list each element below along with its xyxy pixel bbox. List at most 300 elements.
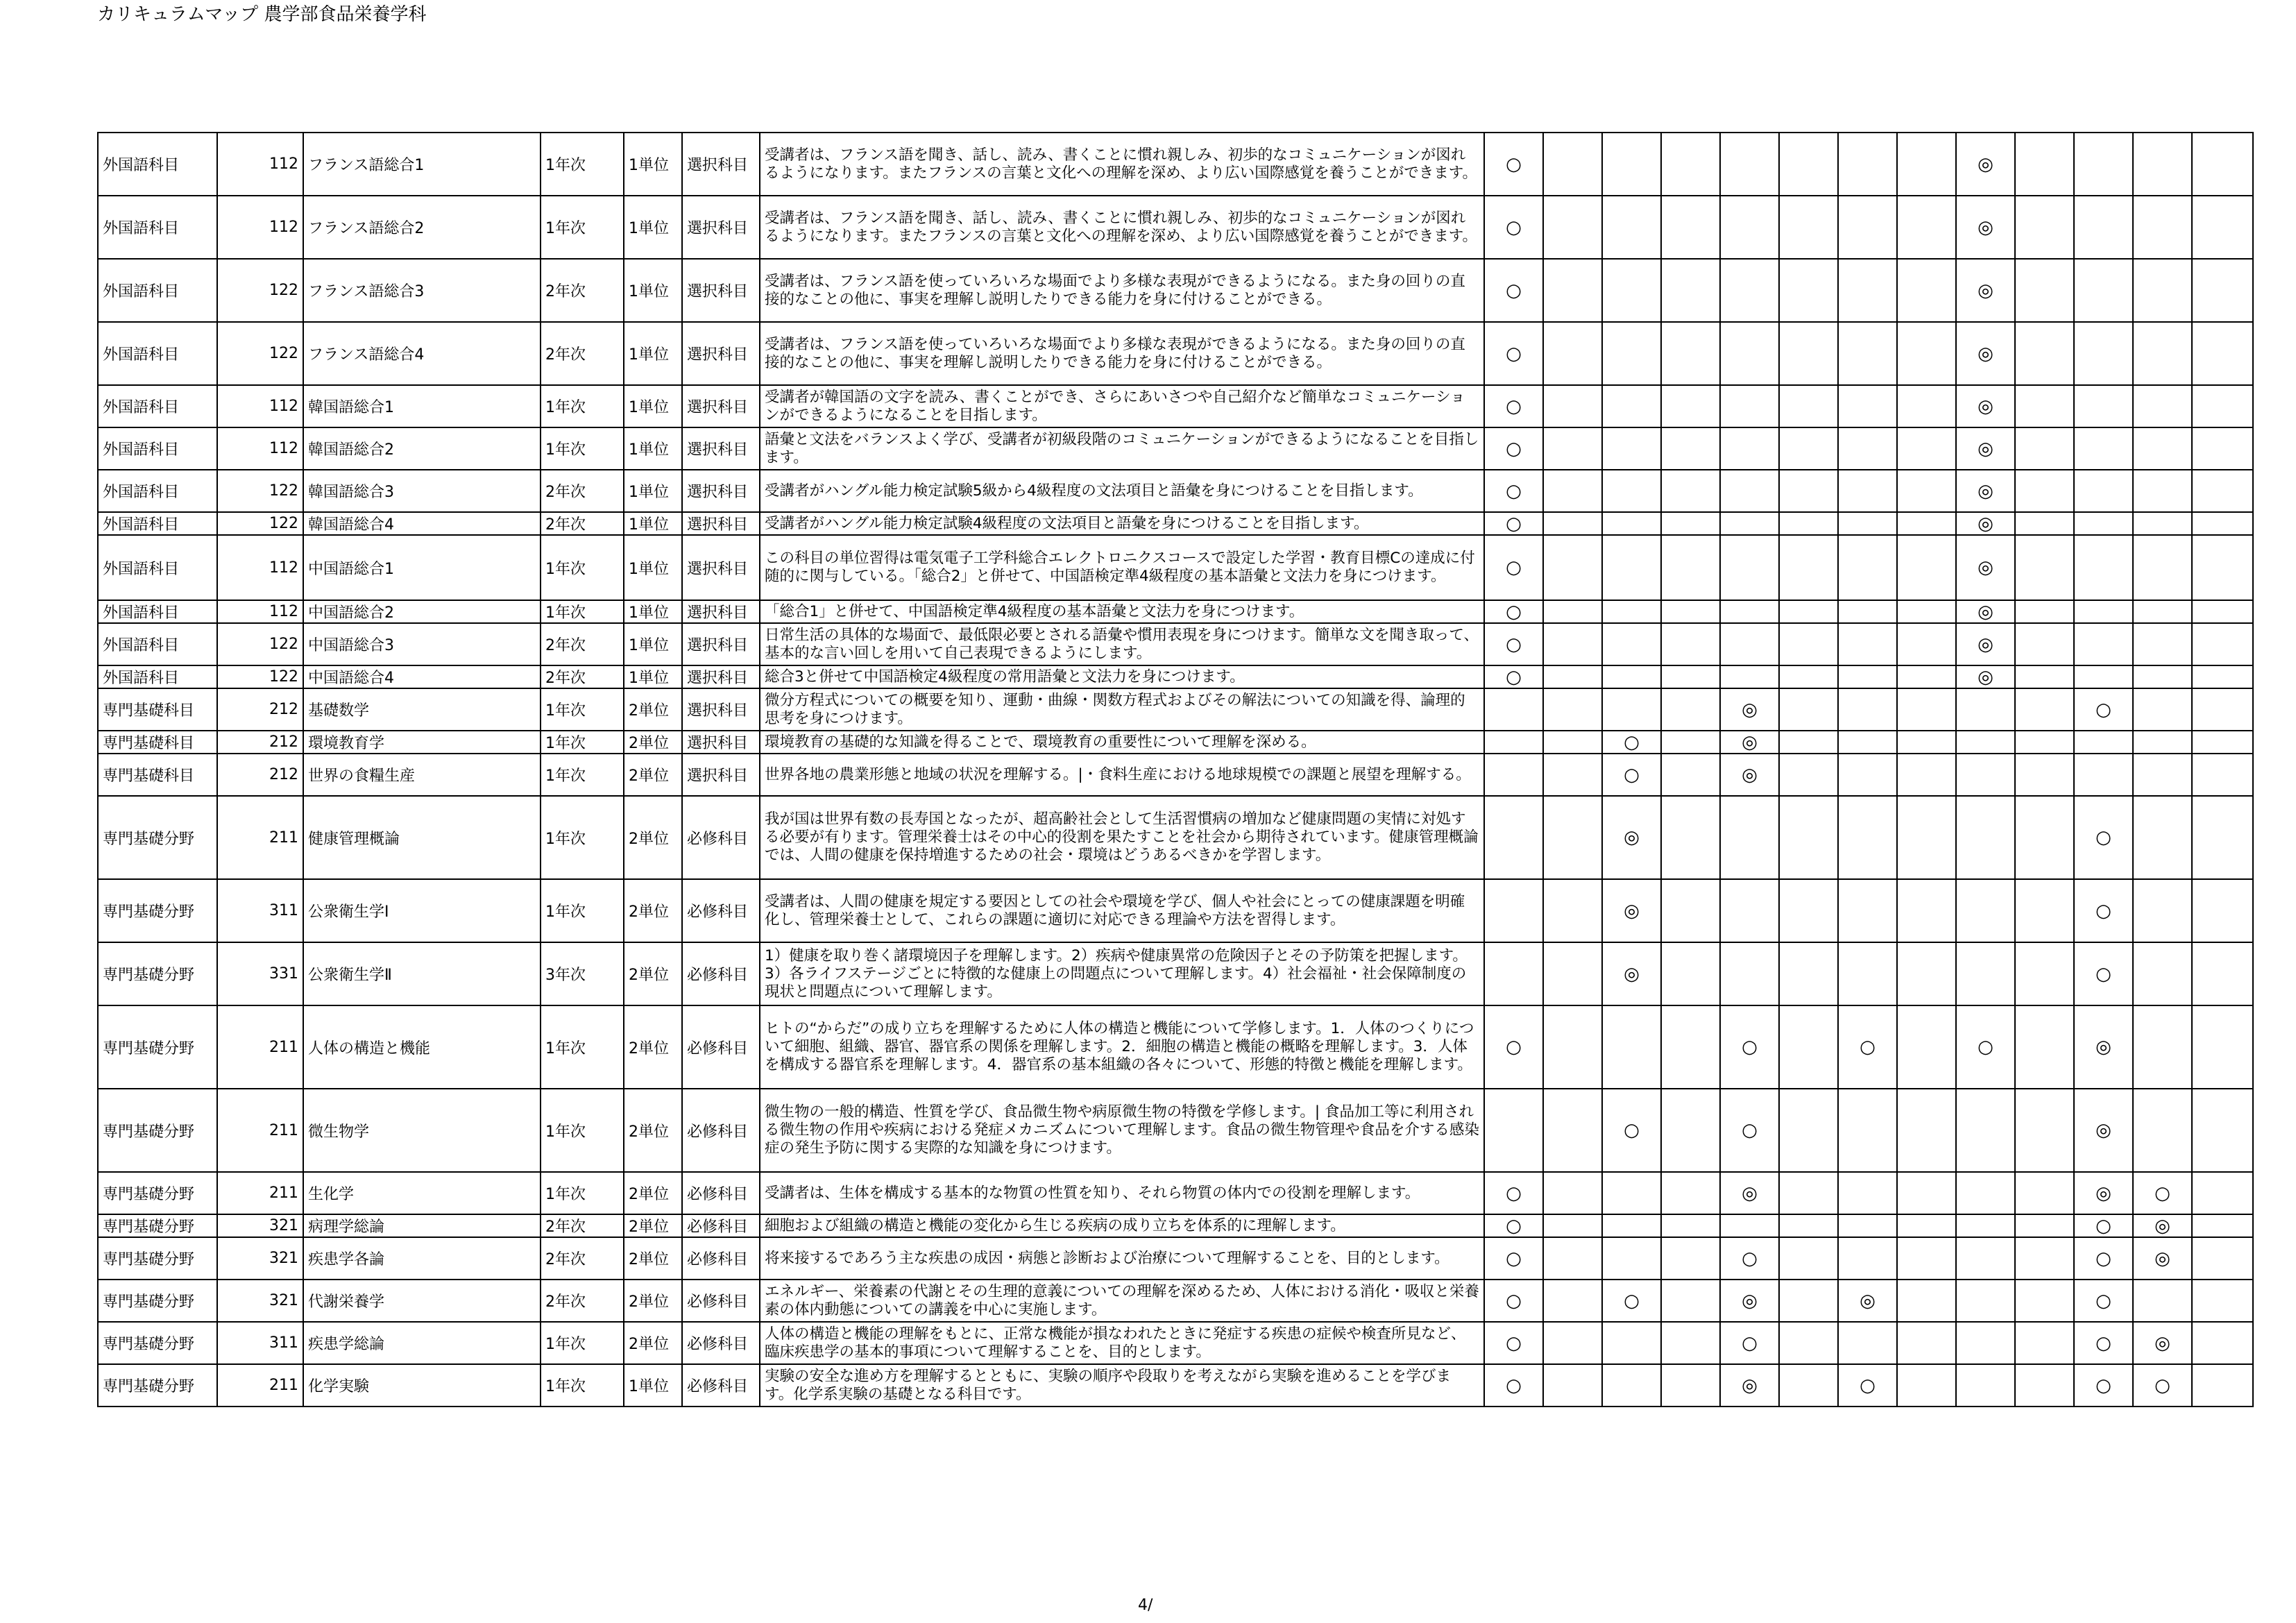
- competency-mark-cell: [1661, 322, 1720, 385]
- table-row: [98, 1364, 2253, 1407]
- course-description: エネルギー、栄養素の代謝とその生理的意義についての理解を深めるため、人体における消化・吸収と栄養素の体内動態についての講義を中心に実施します。: [760, 1280, 1484, 1322]
- competency-mark-cell: ○: [1484, 1237, 1543, 1280]
- competency-mark-cell: [1543, 879, 1602, 942]
- course-year: 1年次: [541, 1364, 624, 1407]
- competency-mark-cell: ○: [1602, 754, 1661, 796]
- competency-mark-cell: ○: [1484, 385, 1543, 427]
- competency-mark-cell: [1838, 1322, 1897, 1364]
- competency-mark-cell: [2074, 196, 2133, 259]
- competency-mark-cell: ○: [2074, 688, 2133, 731]
- competency-mark-cell: [2015, 1237, 2074, 1280]
- competency-mark-cell: [2192, 600, 2253, 623]
- competency-mark-cell: ○: [1484, 1322, 1543, 1364]
- competency-mark-cell: [1956, 1280, 2015, 1322]
- course-description: 「総合1」と併せて、中国語検定準4級程度の基本語彙と文法力を身につけます。: [760, 600, 1484, 623]
- competency-mark-cell: [1661, 1237, 1720, 1280]
- competency-mark-cell: [1897, 796, 1956, 879]
- course-units: 1単位: [624, 427, 682, 470]
- competency-mark-cell: [1897, 196, 1956, 259]
- competency-mark-cell: [1897, 259, 1956, 322]
- competency-mark-cell: [1602, 535, 1661, 600]
- course-name: 中国語総合4: [303, 665, 541, 688]
- competency-mark-cell: [1779, 1005, 1838, 1089]
- table-row: [98, 879, 2253, 942]
- course-name: 生化学: [303, 1172, 541, 1214]
- course-type: 選択科目: [682, 512, 760, 535]
- table-row: [98, 470, 2253, 512]
- course-name: 環境教育学: [303, 731, 541, 754]
- table-row: [98, 600, 2253, 623]
- course-units: 1単位: [624, 665, 682, 688]
- course-year: 1年次: [541, 600, 624, 623]
- competency-mark-cell: [2015, 1089, 2074, 1172]
- course-name: 疾患学各論: [303, 1237, 541, 1280]
- table-row: [98, 754, 2253, 796]
- competency-mark-cell: [1956, 1237, 2015, 1280]
- competency-mark-cell: ○: [1484, 1364, 1543, 1407]
- course-units: 2単位: [624, 1089, 682, 1172]
- course-description: 受講者は、生体を構成する基本的な物質の性質を知り、それら物質の体内での役割を理解します。: [760, 1172, 1484, 1214]
- course-type: 選択科目: [682, 322, 760, 385]
- subject-category: 専門基礎分野: [98, 1172, 217, 1214]
- competency-mark-cell: [1838, 385, 1897, 427]
- competency-mark-cell: [1543, 665, 1602, 688]
- course-type: 必修科目: [682, 1322, 760, 1364]
- competency-mark-cell: [2133, 470, 2192, 512]
- competency-mark-cell: ○: [2074, 1280, 2133, 1322]
- competency-mark-cell: ○: [1484, 1214, 1543, 1237]
- course-type: 選択科目: [682, 259, 760, 322]
- competency-mark-cell: [2133, 512, 2192, 535]
- course-name: 韓国語総合4: [303, 512, 541, 535]
- course-units: 2単位: [624, 1005, 682, 1089]
- course-code: 321: [217, 1280, 303, 1322]
- subject-category: 専門基礎科目: [98, 731, 217, 754]
- competency-mark-cell: [1779, 754, 1838, 796]
- competency-mark-cell: ◎: [1956, 322, 2015, 385]
- competency-mark-cell: [1956, 1322, 2015, 1364]
- competency-mark-cell: [1838, 470, 1897, 512]
- competency-mark-cell: [1897, 1172, 1956, 1214]
- competency-mark-cell: ○: [1484, 259, 1543, 322]
- competency-mark-cell: [2133, 754, 2192, 796]
- subject-category: 専門基礎分野: [98, 1237, 217, 1280]
- course-code: 321: [217, 1237, 303, 1280]
- course-year: 1年次: [541, 879, 624, 942]
- competency-mark-cell: ◎: [1720, 1280, 1779, 1322]
- course-description: 細胞および組織の構造と機能の変化から生じる疾病の成り立ちを体系的に理解します。: [760, 1214, 1484, 1237]
- competency-mark-cell: [1661, 1172, 1720, 1214]
- course-description: 人体の構造と機能の理解をもとに、正常な機能が損なわれたときに発症する疾患の症候や検査所見など、臨床疾患学の基本的事項について理解することを、目的とします。: [760, 1322, 1484, 1364]
- competency-mark-cell: [1956, 1364, 2015, 1407]
- competency-mark-cell: [2015, 1280, 2074, 1322]
- competency-mark-cell: [1543, 623, 1602, 665]
- course-year: 2年次: [541, 512, 624, 535]
- competency-mark-cell: [1838, 1214, 1897, 1237]
- competency-mark-cell: ◎: [1720, 1364, 1779, 1407]
- course-description: 総合3と併せて中国語検定4級程度の常用語彙と文法力を身につけます。: [760, 665, 1484, 688]
- course-description: 将来接するであろう主な疾患の成因・病態と診断および治療について理解することを、目的とします。: [760, 1237, 1484, 1280]
- competency-mark-cell: [1543, 259, 1602, 322]
- course-type: 選択科目: [682, 133, 760, 196]
- competency-mark-cell: [1720, 470, 1779, 512]
- competency-mark-cell: [2192, 427, 2253, 470]
- competency-mark-cell: [1956, 1172, 2015, 1214]
- competency-mark-cell: [2192, 512, 2253, 535]
- competency-mark-cell: [1543, 1005, 1602, 1089]
- competency-mark-cell: [1779, 942, 1838, 1005]
- competency-mark-cell: ○: [1484, 133, 1543, 196]
- competency-mark-cell: [1897, 133, 1956, 196]
- competency-mark-cell: [1720, 665, 1779, 688]
- competency-mark-cell: [1602, 623, 1661, 665]
- competency-mark-cell: ○: [1956, 1005, 2015, 1089]
- competency-mark-cell: [1602, 259, 1661, 322]
- competency-mark-cell: [1838, 796, 1897, 879]
- competency-mark-cell: [1838, 535, 1897, 600]
- competency-mark-cell: [2133, 796, 2192, 879]
- course-description: 受講者は、人間の健康を規定する要因としての社会や環境を学び、個人や社会にとっての健康課題を明確化し、管理栄養士として、これらの課題に適切に対応できる理論や方法を習得します。: [760, 879, 1484, 942]
- competency-mark-cell: [2133, 385, 2192, 427]
- competency-mark-cell: ○: [2074, 796, 2133, 879]
- competency-mark-cell: ◎: [1838, 1280, 1897, 1322]
- subject-category: 外国語科目: [98, 133, 217, 196]
- competency-mark-cell: [1897, 1237, 1956, 1280]
- course-code: 112: [217, 133, 303, 196]
- course-name: 公衆衛生学Ⅱ: [303, 942, 541, 1005]
- course-units: 2単位: [624, 942, 682, 1005]
- competency-mark-cell: ◎: [1956, 623, 2015, 665]
- subject-category: 専門基礎分野: [98, 1364, 217, 1407]
- competency-mark-cell: [2015, 688, 2074, 731]
- competency-mark-cell: [1661, 600, 1720, 623]
- course-description: 世界各地の農業形態と地域の状況を理解する。|・食料生産における地球規模での課題と展望を理解する。: [760, 754, 1484, 796]
- competency-mark-cell: [1543, 535, 1602, 600]
- competency-mark-cell: [1779, 1237, 1838, 1280]
- competency-mark-cell: [1779, 196, 1838, 259]
- competency-mark-cell: [1720, 133, 1779, 196]
- competency-mark-cell: [1602, 1172, 1661, 1214]
- competency-mark-cell: ○: [1484, 535, 1543, 600]
- competency-mark-cell: [2192, 1005, 2253, 1089]
- subject-category: 専門基礎分野: [98, 796, 217, 879]
- course-name: 世界の食糧生産: [303, 754, 541, 796]
- course-description: 微分方程式についての概要を知り、運動・曲線・関数方程式およびその解法についての知識を得、論理的思考を身につけます。: [760, 688, 1484, 731]
- competency-mark-cell: [1602, 1322, 1661, 1364]
- course-name: 微生物学: [303, 1089, 541, 1172]
- competency-mark-cell: [1661, 665, 1720, 688]
- competency-mark-cell: [1543, 1280, 1602, 1322]
- competency-mark-cell: ◎: [1956, 600, 2015, 623]
- competency-mark-cell: [1897, 1005, 1956, 1089]
- competency-mark-cell: [1779, 385, 1838, 427]
- competency-mark-cell: [2133, 427, 2192, 470]
- course-code: 211: [217, 1364, 303, 1407]
- course-year: 1年次: [541, 688, 624, 731]
- competency-mark-cell: [1838, 600, 1897, 623]
- competency-mark-cell: ○: [2133, 1364, 2192, 1407]
- competency-mark-cell: [1838, 1172, 1897, 1214]
- course-year: 2年次: [541, 322, 624, 385]
- competency-mark-cell: [1779, 1214, 1838, 1237]
- competency-mark-cell: [1543, 1322, 1602, 1364]
- competency-mark-cell: [2015, 535, 2074, 600]
- course-units: 1単位: [624, 470, 682, 512]
- course-code: 311: [217, 879, 303, 942]
- competency-mark-cell: ○: [1484, 1172, 1543, 1214]
- competency-mark-cell: ○: [2074, 879, 2133, 942]
- competency-mark-cell: [1543, 512, 1602, 535]
- subject-category: 外国語科目: [98, 665, 217, 688]
- competency-mark-cell: [1897, 512, 1956, 535]
- competency-mark-cell: [1897, 1089, 1956, 1172]
- competency-mark-cell: [1602, 688, 1661, 731]
- course-code: 112: [217, 385, 303, 427]
- competency-mark-cell: [1602, 1005, 1661, 1089]
- competency-mark-cell: [2074, 133, 2133, 196]
- competency-mark-cell: [2192, 259, 2253, 322]
- course-units: 1単位: [624, 259, 682, 322]
- course-type: 選択科目: [682, 600, 760, 623]
- subject-category: 専門基礎分野: [98, 879, 217, 942]
- course-type: 選択科目: [682, 427, 760, 470]
- competency-mark-cell: [2133, 1005, 2192, 1089]
- competency-mark-cell: [2015, 1322, 2074, 1364]
- competency-mark-cell: [2133, 879, 2192, 942]
- competency-mark-cell: [1661, 1214, 1720, 1237]
- competency-mark-cell: [1779, 688, 1838, 731]
- competency-mark-cell: ◎: [1956, 427, 2015, 470]
- competency-mark-cell: ◎: [1720, 688, 1779, 731]
- course-units: 1単位: [624, 600, 682, 623]
- competency-mark-cell: ○: [1484, 600, 1543, 623]
- course-type: 選択科目: [682, 535, 760, 600]
- competency-mark-cell: [2192, 535, 2253, 600]
- competency-mark-cell: [1484, 942, 1543, 1005]
- course-type: 選択科目: [682, 688, 760, 731]
- competency-mark-cell: [2192, 322, 2253, 385]
- course-type: 選択科目: [682, 623, 760, 665]
- competency-mark-cell: ○: [1602, 731, 1661, 754]
- competency-mark-cell: ○: [1484, 470, 1543, 512]
- table-row: [98, 688, 2253, 731]
- course-name: フランス語総合4: [303, 322, 541, 385]
- competency-mark-cell: [2192, 1172, 2253, 1214]
- competency-mark-cell: ○: [1838, 1005, 1897, 1089]
- competency-mark-cell: [1661, 196, 1720, 259]
- competency-mark-cell: [1838, 942, 1897, 1005]
- competency-mark-cell: [1838, 196, 1897, 259]
- competency-mark-cell: [2015, 196, 2074, 259]
- competency-mark-cell: [2133, 1280, 2192, 1322]
- course-code: 321: [217, 1214, 303, 1237]
- competency-mark-cell: ◎: [1956, 196, 2015, 259]
- competency-mark-cell: [2074, 600, 2133, 623]
- competency-mark-cell: [1720, 535, 1779, 600]
- course-description: この科目の単位習得は電気電子工学科総合エレクトロニクスコースで設定した学習・教育目標Cの達成に付随的に関与している。「総合2」と併せて、中国語検定準4級程度の基本語彙と文法力を身につけます。: [760, 535, 1484, 600]
- competency-mark-cell: [1543, 1364, 1602, 1407]
- competency-mark-cell: [1602, 1237, 1661, 1280]
- competency-mark-cell: [1602, 600, 1661, 623]
- subject-category: 専門基礎科目: [98, 688, 217, 731]
- competency-mark-cell: [1897, 1364, 1956, 1407]
- course-name: 健康管理概論: [303, 796, 541, 879]
- competency-mark-cell: [2133, 1089, 2192, 1172]
- competency-mark-cell: [2015, 427, 2074, 470]
- competency-mark-cell: ◎: [1602, 879, 1661, 942]
- competency-mark-cell: [2192, 1364, 2253, 1407]
- competency-mark-cell: [2015, 754, 2074, 796]
- competency-mark-cell: [2015, 470, 2074, 512]
- competency-mark-cell: [2133, 623, 2192, 665]
- competency-mark-cell: [1602, 470, 1661, 512]
- competency-mark-cell: [2015, 512, 2074, 535]
- competency-mark-cell: ○: [1602, 1280, 1661, 1322]
- competency-mark-cell: [1661, 470, 1720, 512]
- competency-mark-cell: [1661, 133, 1720, 196]
- table-row: [98, 731, 2253, 754]
- course-name: フランス語総合1: [303, 133, 541, 196]
- table-row: [98, 133, 2253, 196]
- competency-mark-cell: [1602, 665, 1661, 688]
- competency-mark-cell: [2074, 385, 2133, 427]
- course-units: 1単位: [624, 512, 682, 535]
- competency-mark-cell: [1661, 879, 1720, 942]
- competency-mark-cell: [1543, 754, 1602, 796]
- course-description: 日常生活の具体的な場面で、最低限必要とされる語彙や慣用表現を身につけます。簡単な文を聞き取って、基本的な言い回しを用いて自己表現できるようにします。: [760, 623, 1484, 665]
- table-row: [98, 1005, 2253, 1089]
- table-row: [98, 322, 2253, 385]
- competency-mark-cell: ○: [1484, 1280, 1543, 1322]
- course-description: 受講者は、フランス語を使っていろいろな場面でより多様な表現ができるようになる。また身の回りの直接的なことの他に、事実を理解し説明したりできる能力を身に付けることができる。: [760, 322, 1484, 385]
- competency-mark-cell: [1897, 623, 1956, 665]
- competency-mark-cell: [2192, 1322, 2253, 1364]
- course-year: 2年次: [541, 1237, 624, 1280]
- course-code: 122: [217, 322, 303, 385]
- competency-mark-cell: [1484, 754, 1543, 796]
- competency-mark-cell: [1602, 512, 1661, 535]
- competency-mark-cell: [1661, 754, 1720, 796]
- competency-mark-cell: [1543, 731, 1602, 754]
- competency-mark-cell: [1779, 623, 1838, 665]
- course-year: 1年次: [541, 1089, 624, 1172]
- competency-mark-cell: [1897, 1214, 1956, 1237]
- competency-mark-cell: ○: [1720, 1089, 1779, 1172]
- subject-category: 専門基礎科目: [98, 754, 217, 796]
- subject-category: 外国語科目: [98, 427, 217, 470]
- competency-mark-cell: [1779, 796, 1838, 879]
- course-type: 選択科目: [682, 665, 760, 688]
- competency-mark-cell: [1484, 688, 1543, 731]
- competency-mark-cell: [1484, 1089, 1543, 1172]
- subject-category: 専門基礎分野: [98, 1005, 217, 1089]
- competency-mark-cell: ◎: [2133, 1237, 2192, 1280]
- course-name: フランス語総合3: [303, 259, 541, 322]
- course-type: 選択科目: [682, 385, 760, 427]
- course-code: 112: [217, 196, 303, 259]
- course-type: 選択科目: [682, 470, 760, 512]
- table-row: [98, 1322, 2253, 1364]
- competency-mark-cell: [1543, 1214, 1602, 1237]
- competency-mark-cell: ○: [1602, 1089, 1661, 1172]
- competency-mark-cell: [1602, 385, 1661, 427]
- course-code: 112: [217, 600, 303, 623]
- course-code: 122: [217, 512, 303, 535]
- course-name: 基礎数学: [303, 688, 541, 731]
- competency-mark-cell: [1897, 942, 1956, 1005]
- competency-mark-cell: [1838, 754, 1897, 796]
- competency-mark-cell: [1661, 731, 1720, 754]
- competency-mark-cell: [1779, 1322, 1838, 1364]
- course-type: 必修科目: [682, 1005, 760, 1089]
- competency-mark-cell: [2133, 665, 2192, 688]
- competency-mark-cell: [1720, 322, 1779, 385]
- competency-mark-cell: ◎: [1956, 385, 2015, 427]
- course-code: 112: [217, 535, 303, 600]
- competency-mark-cell: ○: [1484, 665, 1543, 688]
- competency-mark-cell: [1543, 1089, 1602, 1172]
- course-code: 212: [217, 754, 303, 796]
- competency-mark-cell: [1543, 322, 1602, 385]
- competency-mark-cell: [1661, 427, 1720, 470]
- competency-mark-cell: [1838, 879, 1897, 942]
- table-row: [98, 942, 2253, 1005]
- course-units: 1単位: [624, 133, 682, 196]
- course-code: 311: [217, 1322, 303, 1364]
- competency-mark-cell: [2133, 196, 2192, 259]
- competency-mark-cell: [1897, 688, 1956, 731]
- subject-category: 専門基礎分野: [98, 1322, 217, 1364]
- competency-mark-cell: [2015, 385, 2074, 427]
- course-year: 1年次: [541, 796, 624, 879]
- competency-mark-cell: [2133, 942, 2192, 1005]
- course-year: 1年次: [541, 133, 624, 196]
- competency-mark-cell: [1897, 600, 1956, 623]
- course-code: 212: [217, 731, 303, 754]
- competency-mark-cell: [2015, 731, 2074, 754]
- competency-mark-cell: [1720, 623, 1779, 665]
- competency-mark-cell: [2015, 879, 2074, 942]
- competency-mark-cell: [1602, 322, 1661, 385]
- course-units: 2単位: [624, 754, 682, 796]
- course-type: 必修科目: [682, 1172, 760, 1214]
- competency-mark-cell: ○: [1484, 196, 1543, 259]
- competency-mark-cell: [1720, 942, 1779, 1005]
- course-code: 211: [217, 1005, 303, 1089]
- competency-mark-cell: [1484, 879, 1543, 942]
- course-name: 疾患学総論: [303, 1322, 541, 1364]
- competency-mark-cell: [2192, 796, 2253, 879]
- competency-mark-cell: [1661, 1280, 1720, 1322]
- course-units: 2単位: [624, 1280, 682, 1322]
- course-year: 1年次: [541, 1005, 624, 1089]
- table-row: [98, 512, 2253, 535]
- competency-mark-cell: ○: [1484, 427, 1543, 470]
- competency-mark-cell: [1720, 385, 1779, 427]
- course-name: 代謝栄養学: [303, 1280, 541, 1322]
- competency-mark-cell: ◎: [1602, 942, 1661, 1005]
- course-description: 環境教育の基礎的な知識を得ることで、環境教育の重要性について理解を深める。: [760, 731, 1484, 754]
- subject-category: 専門基礎分野: [98, 1089, 217, 1172]
- course-units: 2単位: [624, 688, 682, 731]
- table-row: [98, 427, 2253, 470]
- competency-mark-cell: [1543, 470, 1602, 512]
- competency-mark-cell: [1897, 322, 1956, 385]
- competency-mark-cell: ○: [2074, 942, 2133, 1005]
- competency-mark-cell: [2015, 322, 2074, 385]
- competency-mark-cell: ◎: [1720, 1172, 1779, 1214]
- competency-mark-cell: [2133, 600, 2192, 623]
